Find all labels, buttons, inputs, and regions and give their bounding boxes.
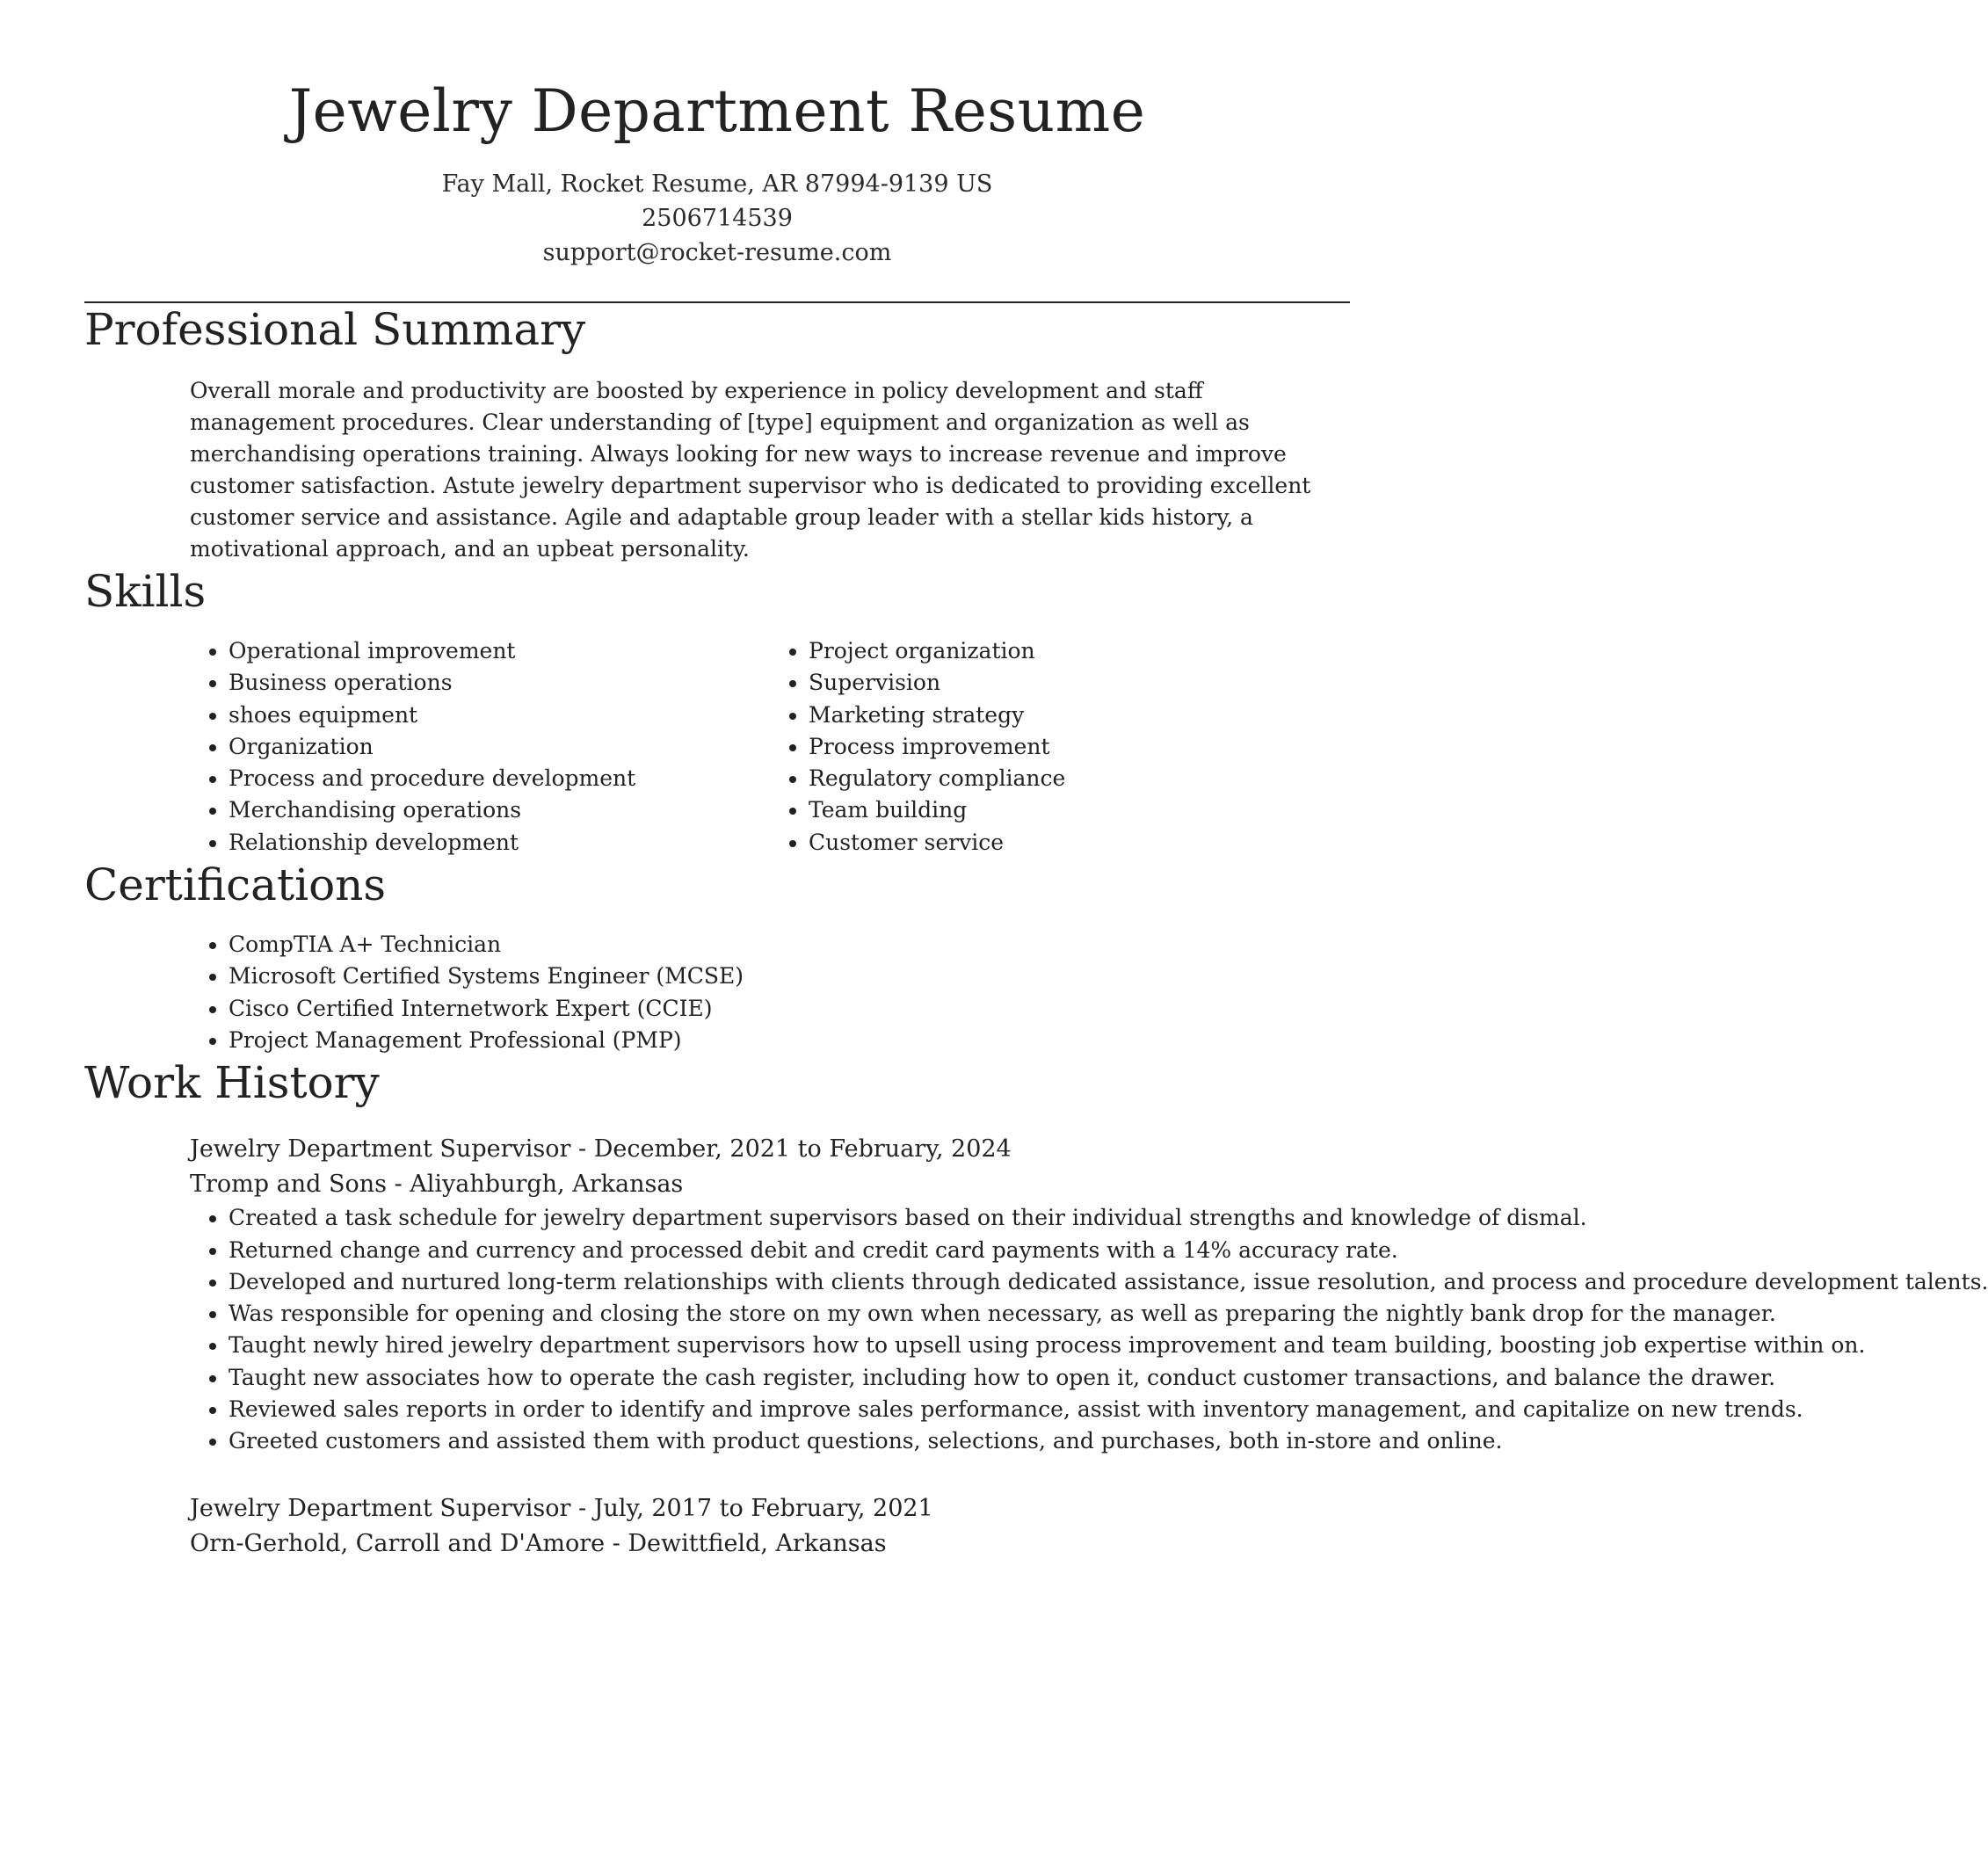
job-company: Orn-Gerhold, Carroll and D'Amore (190, 1529, 606, 1557)
certification-item: • Cisco Certified Internetwork Expert (CCIE) (229, 993, 1350, 1025)
job-duty-item: • Greeted customers and assisted them with product questions, selections, and purchases, both in-store and online. (229, 1425, 1387, 1457)
skills-columns (190, 635, 1350, 859)
job-duties-list (190, 1202, 1988, 1457)
skill-item: • Customer service (809, 827, 1350, 859)
skill-item: • Process and procedure development (229, 763, 770, 794)
section-heading-certifications: Certifications (84, 859, 387, 911)
job-title: Jewelry Department Supervisor (190, 1135, 571, 1164)
skill-item: • Supervision (809, 667, 1350, 699)
skill-item: • Project organization (809, 635, 1350, 667)
skill-item: • Organization (229, 731, 770, 763)
job-entry (190, 1132, 1988, 1457)
certification-item: • Microsoft Certified Systems Engineer (MCSE) (229, 961, 1350, 992)
job-title: Jewelry Department Supervisor (190, 1494, 571, 1522)
job-location: - Dewittfield, Arkansas (605, 1529, 887, 1557)
certification-item: • CompTIA A+ Technician (229, 929, 1350, 961)
job-duty-item: • Taught newly hired jewelry department supervisors how to upsell using process improvement and team building, boosting job expertise within on. (229, 1330, 1387, 1361)
section-heading-summary: Professional Summary (84, 304, 586, 355)
job-title-line (190, 1491, 1350, 1526)
job-company: Tromp and Sons (190, 1171, 387, 1199)
certification-item: • Project Management Professional (PMP) (229, 1025, 1350, 1056)
job-title-line (190, 1132, 1350, 1167)
certifications-list (190, 929, 1350, 1056)
skill-item: • Merchandising operations (229, 794, 770, 826)
job-company-line (190, 1167, 1350, 1202)
skill-item: • Marketing strategy (809, 700, 1350, 731)
resume-page (84, 0, 1988, 1562)
contact-phone: 2506714539 (642, 205, 793, 232)
skills-list-right (770, 635, 1350, 859)
section-heading-skills: Skills (84, 566, 207, 617)
skill-item: • Business operations (229, 667, 770, 699)
job-duty-item: • Reviewed sales reports in order to identify and improve sales performance, assist with inventory management, and capitalize on new trends. (229, 1394, 1387, 1425)
job-location: - Aliyahburgh, Arkansas (387, 1171, 684, 1199)
skill-item: • shoes equipment (229, 700, 770, 731)
job-duty-item: • Developed and nurtured long-term relationships with clients through dedicated assistance, issue resolution, and process and procedure development talents. (229, 1266, 1387, 1298)
contact-email: support@rocket-resume.com (542, 239, 892, 266)
skill-item: • Regulatory compliance (809, 763, 1350, 794)
resume-title: Jewelry Department Resume (288, 77, 1146, 145)
skills-list-left (190, 635, 770, 859)
section-heading-work-history: Work History (84, 1057, 380, 1109)
contact-address: Fay Mall, Rocket Resume, AR 87994-9139 US (441, 170, 993, 198)
skill-item: • Relationship development (229, 827, 770, 859)
summary-text: Overall morale and productivity are boosted by experience in policy development and staff management procedures. Clear understanding of [type] equipment and organization as well as merchandising operations training. Always looking for new ways to increase revenue and improve customer satisfaction. Astute jewelry department supervisor who is dedicated to providing excellent customer service and assistance. Agile and adaptable group leader with a stellar kids history, a motivational approach, and an upbeat personality. (190, 378, 1311, 562)
job-duty-item: • Was responsible for opening and closing the store on my own when necessary, as well as preparing the nightly bank drop for the manager. (229, 1298, 1387, 1330)
job-entry (190, 1491, 1350, 1562)
skill-item: • Operational improvement (229, 635, 770, 667)
job-duty-item: • Returned change and currency and processed debit and credit card payments with a 14% accuracy rate. (229, 1235, 1387, 1266)
skill-item: • Team building (809, 794, 1350, 826)
job-dates: - December, 2021 to February, 2024 (570, 1135, 1012, 1164)
contact-block (84, 167, 1350, 270)
job-duty-item: • Taught new associates how to operate the cash register, including how to open it, conduct customer transactions, and balance the drawer. (229, 1362, 1387, 1394)
job-duty-item: • Created a task schedule for jewelry department supervisors based on their individual strengths and knowledge of dismal. (229, 1202, 1387, 1234)
certifications-block (190, 929, 1350, 1056)
job-company-line (190, 1526, 1350, 1562)
job-dates: - July, 2017 to February, 2021 (570, 1494, 933, 1522)
skill-item: • Process improvement (809, 731, 1350, 763)
